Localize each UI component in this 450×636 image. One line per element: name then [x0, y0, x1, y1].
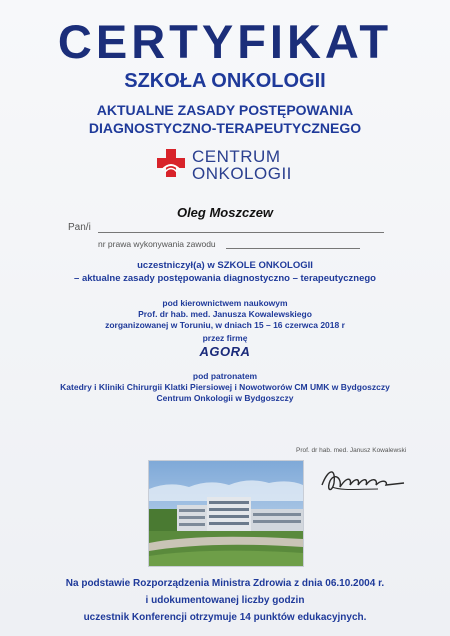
centrum-onkologii-logo [156, 146, 296, 182]
school-name: SZKOŁA ONKOLOGII [124, 70, 326, 92]
course-title-line2: DIAGNOSTYCZNO-TERAPEUTYCZNEGO [88, 120, 362, 136]
participation-line2: – aktualne zasady postępowania diagnostyczno – terapeutycznego [74, 273, 376, 284]
footer-line3: uczestnik Konferencji otrzymuje 14 punktów edukacyjnych. [83, 612, 367, 623]
licence-number-line [226, 248, 360, 249]
firm-label: przez firmę [202, 333, 248, 343]
organization-details: zorganizowanej w Toruniu, w dniach 15 – 16 czerwca 2018 r [105, 320, 345, 330]
patronage-center: Centrum Onkologii w Bydgoszczy [156, 393, 294, 403]
participation-line1: uczestniczył(a) w SZKOLE ONKOLOGII [137, 260, 313, 271]
agora-logo: AGORA [199, 344, 251, 359]
handwritten-signature [318, 461, 408, 501]
patronage-label: pod patronatem [192, 371, 258, 381]
recipient-name-line [98, 232, 384, 233]
patronage-department: Katedry i Kliniki Chirurgii Klatki Piersiowej i Nowotworów CM UMK w Bydgoszczy [60, 382, 390, 392]
scientific-lead-label: pod kierownictwem naukowym [162, 298, 288, 308]
footer-line1: Na podstawie Rozporządzenia Ministra Zdrowia z dnia 06.10.2004 r. [65, 578, 385, 589]
certificate-title: CERTYFIKAT [57, 15, 393, 68]
logo-text-line1: CENTRUM [192, 147, 281, 166]
scientific-lead-name: Prof. dr hab. med. Janusza Kowalewskiego [138, 309, 312, 319]
logo-text-line2: ONKOLOGII [192, 164, 292, 183]
licence-number-label: nr prawa wykonywania zawodu [98, 239, 216, 249]
signatory-name: Prof. dr hab. med. Janusz Kowalewski [296, 447, 407, 454]
recipient-label: Pan/i [68, 222, 91, 233]
course-title-line1: AKTUALNE ZASADY POSTĘPOWANIA [96, 102, 354, 118]
oncology-center-building-photo [148, 460, 304, 567]
recipient-name: Oleg Moszczew [176, 205, 274, 220]
medical-cross-icon [156, 148, 186, 178]
footer-line2: i udokumentowanej liczby godzin [145, 595, 305, 606]
